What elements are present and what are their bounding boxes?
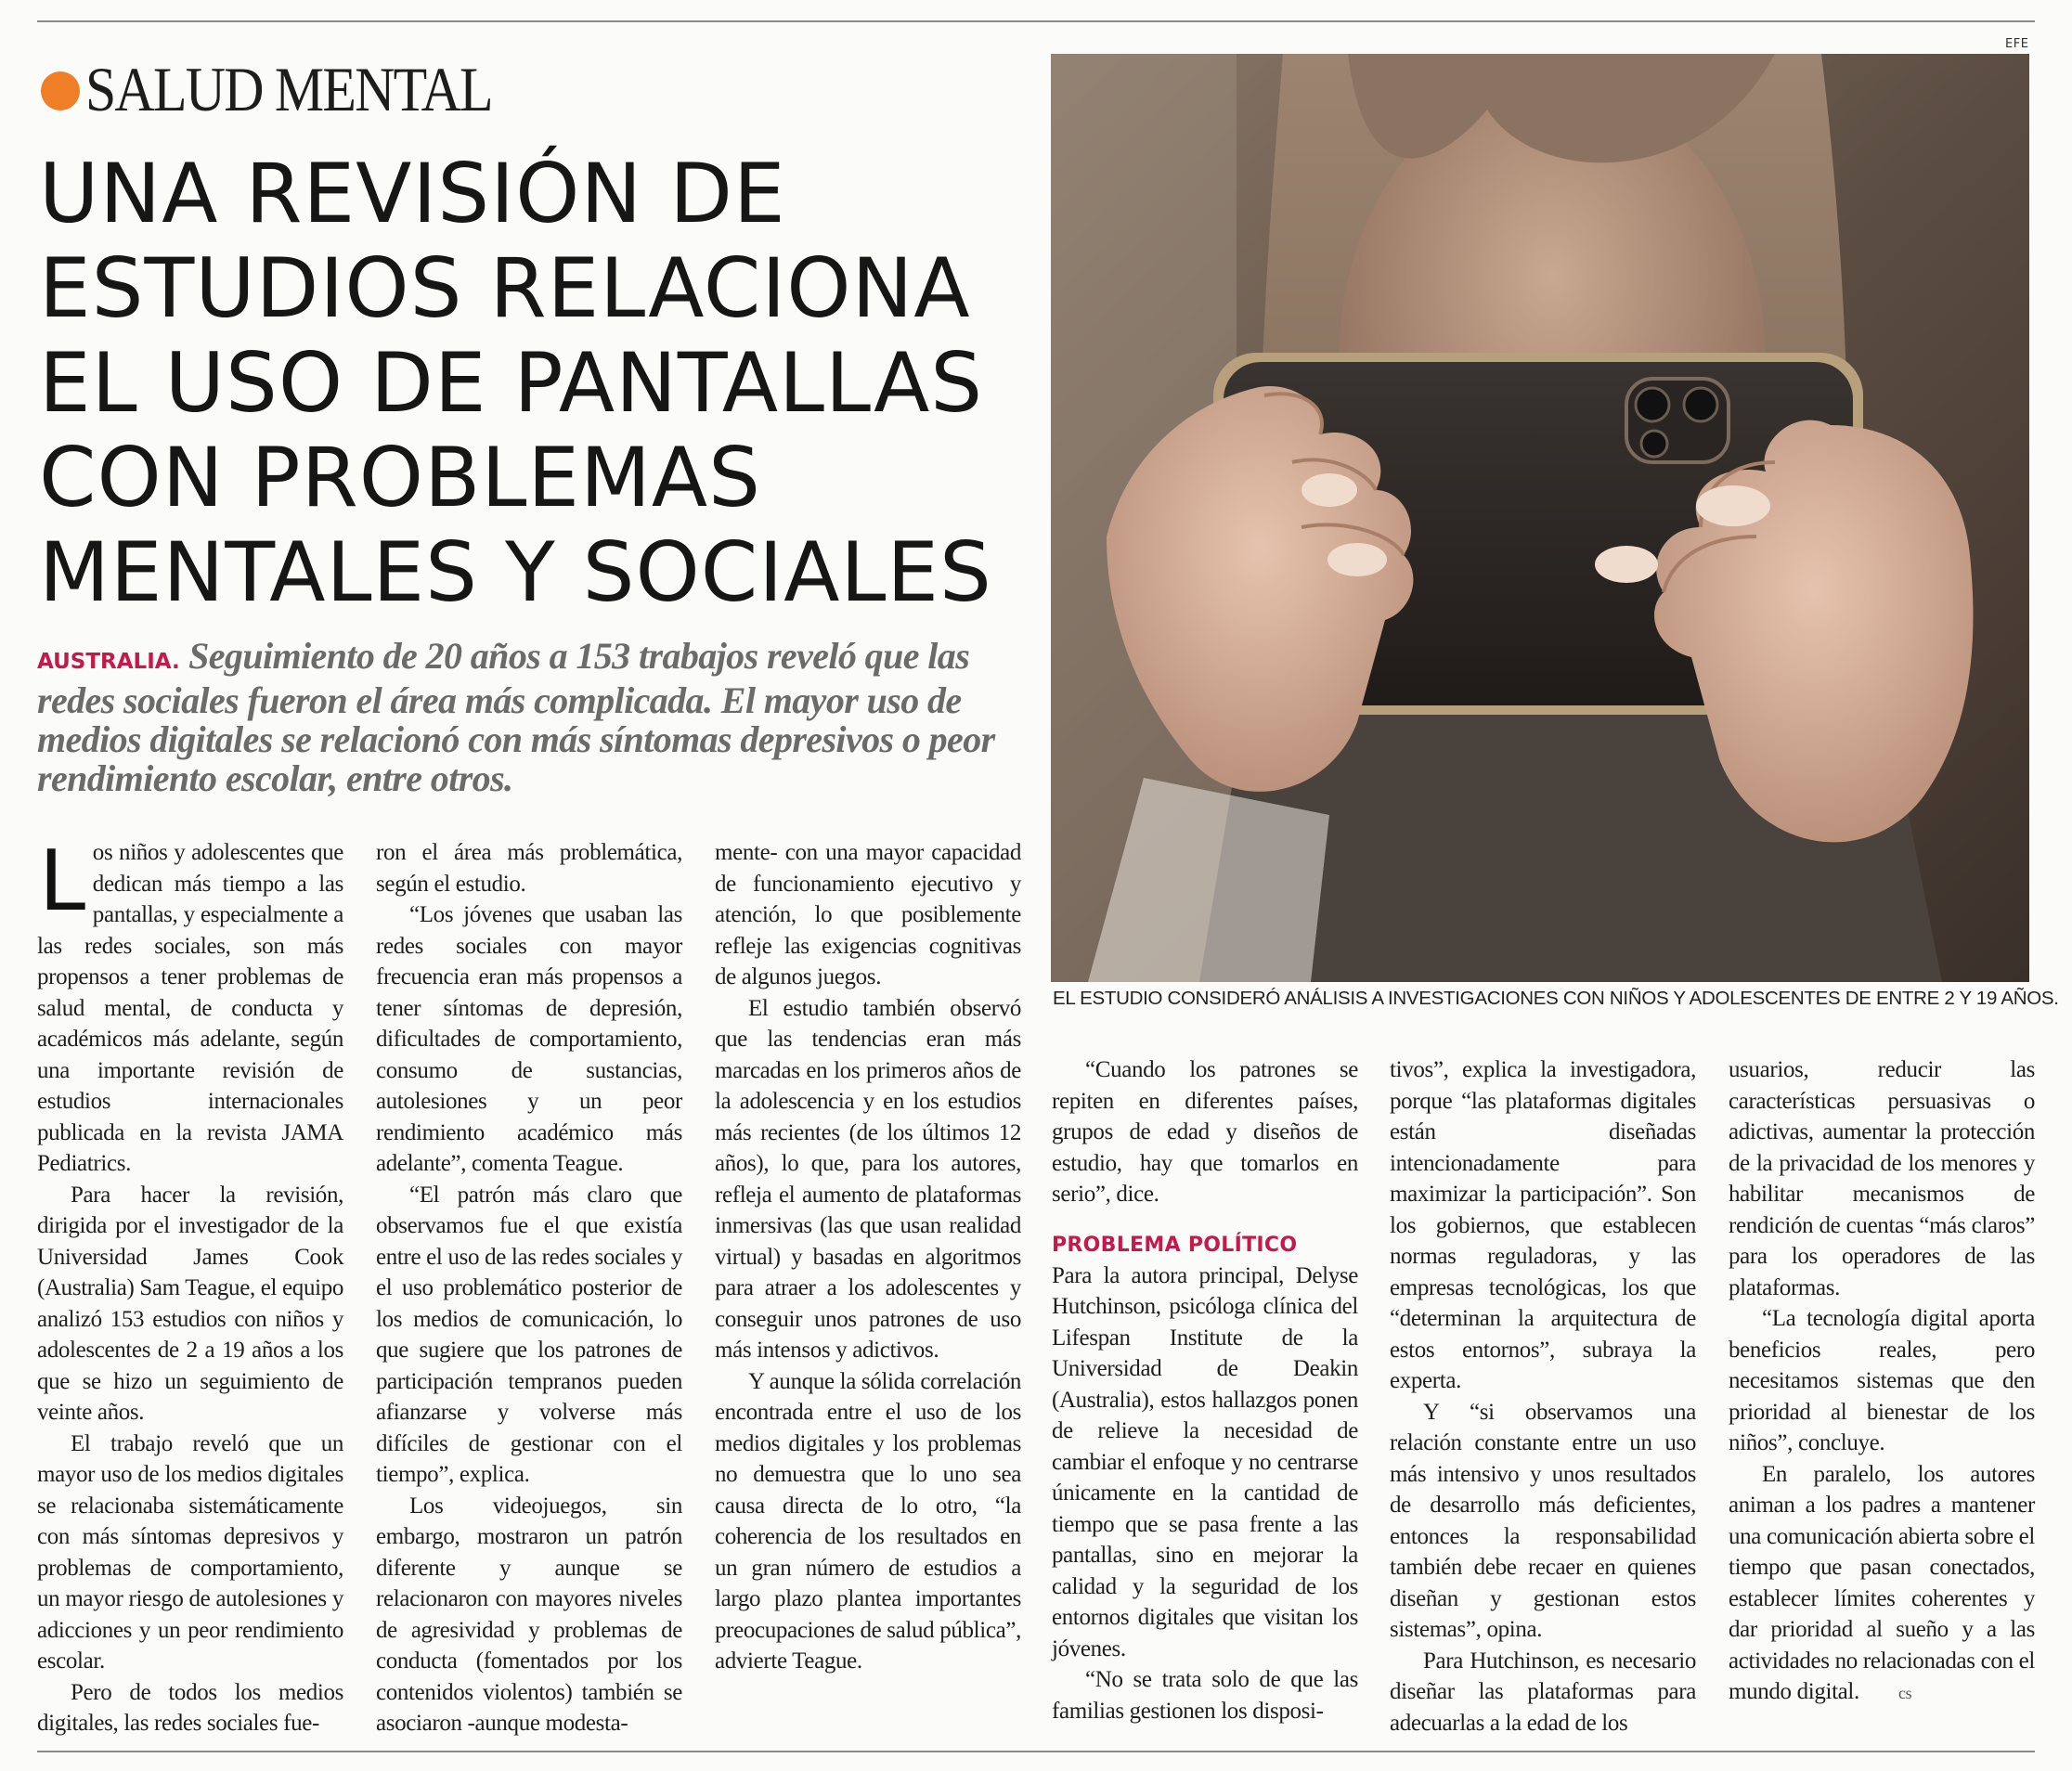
paragraph: usuarios, reducir las características persuasivas o adictivas, aumentar la protección de la privacidad de los menores y habilitar mecanismos de rendición de cuentas “más claros” para los operadores de las plataformas. bbox=[1729, 1057, 2035, 1300]
paragraph: Para hacer la revisión, dirigida por el investigador de la Universidad James Cook (Australia) Sam Teague, el equipo analizó 153 estudios con niños y adolescentes de 2 a 19 años a los que se hizo un seguimiento de veinte años. bbox=[37, 1182, 343, 1425]
photo-caption: EL ESTUDIO CONSIDERÓ ANÁLISIS A INVESTIGACIONES CON NIÑOS Y ADOLESCENTES DE ENTRE 2 Y 19 AÑOS. bbox=[1053, 988, 2059, 1009]
paragraph: tivos”, explica la investigadora, porque “las plataformas digitales están diseñadas intencionadamente para maximizar la participación”. Son los gobiernos, que establecen normas reguladoras, y las empresas tecnológicas, los que “determinan la arquitectura de estos entornos”, subraya la experta. bbox=[1390, 1057, 1696, 1393]
end-mark: cs bbox=[1897, 1684, 1912, 1702]
paragraph: Para la autora principal, Delyse Hutchinson, psicóloga clínica del Lifespan Institute de la Universidad de Deakin (Australia), estos hallazgos ponen de relieve la necesidad de cambiar el enfoque y no centrarse únicamente en la cantidad de tiempo que se pasa frente a las pantallas, sino en mejorar la calidad y la seguridad de los entornos digitales que visitan los jóvenes. bbox=[1052, 1262, 1358, 1661]
section-tag bbox=[41, 53, 548, 124]
article-photo bbox=[1051, 54, 2029, 982]
paragraph: “Los jóvenes que usaban las redes sociales con mayor frecuencia eran más propensos a tener síntomas de depresión, dificultades de comportamiento, consumo de sustancias, autolesiones y un peor rendimiento académico más adelante”, comenta Teague. bbox=[376, 902, 682, 1176]
article-column-6 bbox=[1729, 1054, 2035, 1710]
article-column-4 bbox=[1052, 1054, 1358, 1726]
section-title: SALUD MENTAL bbox=[85, 53, 492, 124]
headline: UNA REVISIÓN DE ESTUDIOS RELACIONA EL USO DE PANTALLAS CON PROBLEMAS MENTALES Y SOCIALES bbox=[39, 146, 992, 620]
dropcap: L bbox=[39, 833, 85, 930]
paragraph: “Cuando los patrones se repiten en diferentes países, grupos de edad y diseños de estudio, hay que tomarlos en serio”, dice. bbox=[1052, 1057, 1358, 1207]
paragraph: “No se trata solo de que las familias gestionen los disposi- bbox=[1052, 1667, 1358, 1724]
article-column-5 bbox=[1390, 1054, 1696, 1739]
paragraph: El estudio también observó que las tendencias eran más marcadas en los primeros años de la adolescencia y en los estudios más recientes (de los últimos 12 años), lo que, para los autores, refleja el aumento de plataformas inmersivas (las que usan realidad virtual) y basadas en algoritmos para atraer a los adolescentes y conseguir unos patrones de uso más intensos y adictivos. bbox=[715, 995, 1021, 1363]
lead bbox=[37, 637, 1021, 798]
top-rule bbox=[37, 20, 2035, 22]
paragraph: mente- con una mayor capacidad de funcionamiento ejecutivo y atención, lo que posiblemente refleje las exigencias cognitivas de algunos juegos. bbox=[715, 840, 1021, 989]
lead-place: AUSTRALIA. bbox=[37, 650, 180, 674]
photo-credit: EFE bbox=[2005, 37, 2029, 51]
paragraph: Los niños y adolescentes que dedican más tiempo a las pantallas, y especialmente a las redes sociales, son más propensos a tener problemas de salud mental, de conducta y académicos más adelante, según una importante revisión de estudios internacionales publicada en la revista JAMA Pediatrics. bbox=[37, 833, 343, 1176]
paragraph: ron el área más problemática, según el estudio. bbox=[376, 840, 682, 897]
paragraph: “El patrón más claro que observamos fue el que existía entre el uso de las redes sociales y el uso problemático posterior de los medios de comunicación, lo que sugiere que los patrones de participación tempranos pueden afianzarse y volverse más difíciles de gestionar con el tiempo”, explica. bbox=[376, 1182, 682, 1487]
article-column-2 bbox=[376, 837, 682, 1739]
paragraph: Para Hutchinson, es necesario diseñar las plataformas para adecuarlas a la edad de los bbox=[1390, 1648, 1696, 1736]
article-column-3 bbox=[715, 837, 1021, 1677]
paragraph: Los videojuegos, sin embargo, mostraron un patrón diferente y aunque se relacionaron con mayores niveles de agresividad y problemas de conducta (fomentados por los contenidos violentos) también se asociaron -aunque modesta- bbox=[376, 1493, 682, 1736]
bottom-rule bbox=[37, 1751, 2035, 1752]
section-dot-icon bbox=[41, 71, 80, 110]
paragraph: El trabajo reveló que un mayor uso de los medios digitales se relacionaba sistemáticamente con más síntomas depresivos y problemas de comportamiento, un mayor riesgo de autolesiones y adicciones y un peor rendimiento escolar. bbox=[37, 1430, 343, 1674]
article-column-1 bbox=[37, 833, 343, 1739]
paragraph: Y “si observamos una relación constante entre un uso más intensivo y unos resultados de desarrollo más deficientes, entonces la responsabilidad también debe recaer en quienes diseñan y gestionan estos sistemas”, opina. bbox=[1390, 1399, 1696, 1642]
girl-with-phone-image bbox=[1051, 54, 2029, 982]
paragraph: Y aunque la sólida correlación encontrada entre el uso de los medios digitales y los problemas no demuestra que lo uno sea causa directa de lo otro, “la coherencia de los resultados en un gran número de estudios a largo plazo plantea importantes preocupaciones de salud pública”, advierte Teague. bbox=[715, 1368, 1022, 1674]
paragraph: “La tecnología digital aporta beneficios reales, pero necesitamos sistemas que den prioridad al bienestar de los niños”, concluye. bbox=[1729, 1306, 2035, 1455]
subhead: PROBLEMA POLÍTICO bbox=[1052, 1233, 1298, 1257]
lead-text: Seguimiento de 20 años a 153 trabajos reveló que las redes sociales fueron el área más complicada. El mayor uso de medios digitales se relacionó con más síntomas depresivos o peor rendimiento escolar, entre otros. bbox=[37, 635, 995, 799]
paragraph: Pero de todos los medios digitales, las redes sociales fue- bbox=[37, 1679, 343, 1736]
paragraph: En paralelo, los autores animan a los padres a mantener una comunicación abierta sobre el tiempo que pasan conectados, establecer límites coherentes y dar prioridad al sueño y a las actividades no relacionadas con el mundo digital. cs bbox=[1729, 1459, 2035, 1710]
